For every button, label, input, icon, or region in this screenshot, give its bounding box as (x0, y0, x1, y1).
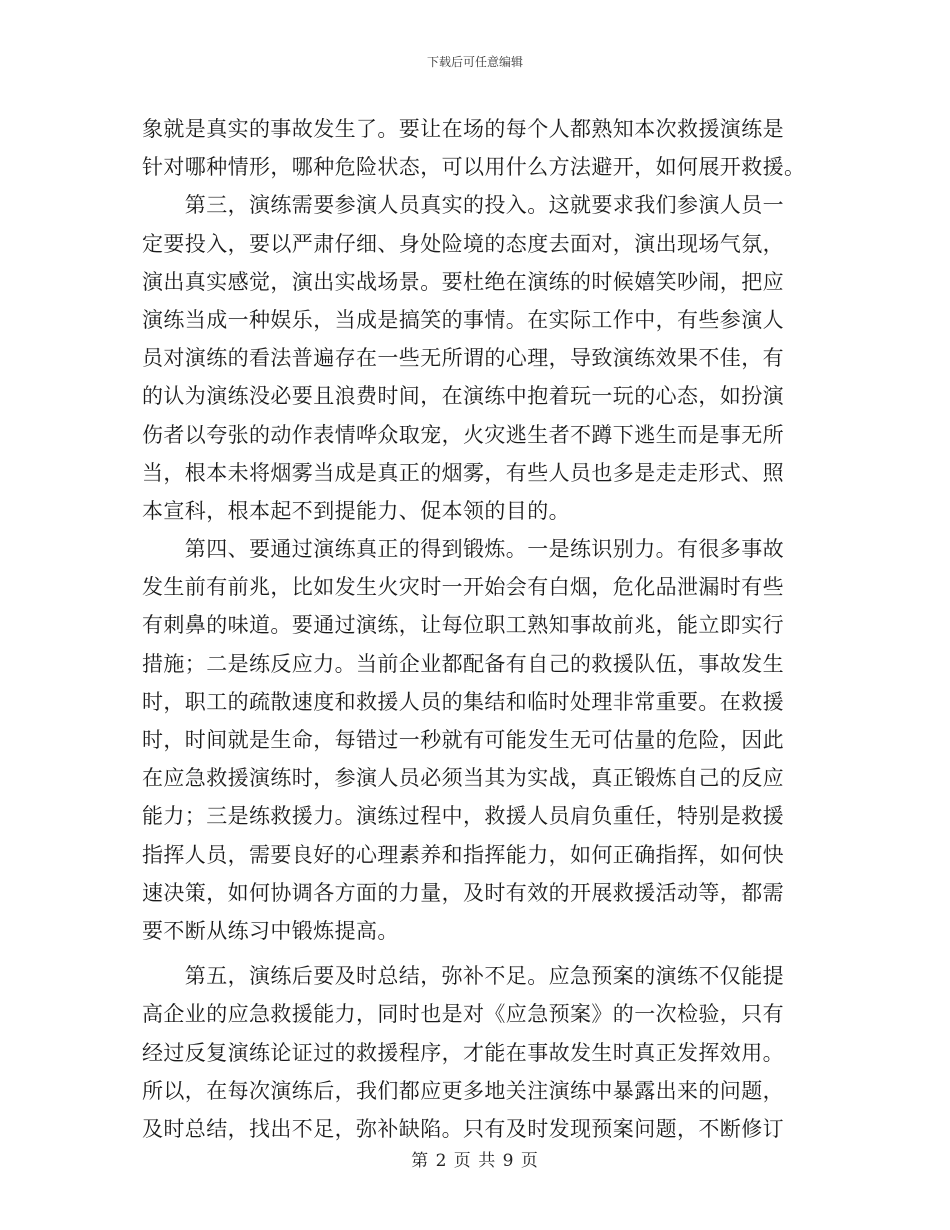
paragraph-start-line: 第五，演练后要及时总结，弥补不足。应急预案的演练不仅能提 (142, 964, 784, 989)
text-line: 及时总结，找出不足，弥补缺陷。只有及时发现预案问题，不断修订 (142, 1116, 784, 1141)
text-line: 时，职工的疏散速度和救援人员的集结和临时处理非常重要。在救援 (142, 689, 784, 714)
text-line: 速决策，如何协调各方面的力量，及时有效的开展救援活动等，都需 (142, 880, 784, 905)
text-line: 经过反复演练论证过的救援程序，才能在事故发生时真正发挥效用。 (142, 1040, 784, 1065)
text-line: 的认为演练没必要且浪费时间，在演练中抱着玩一玩的心态，如扮演 (142, 384, 784, 409)
text-line: 当，根本未将烟雾当成是真正的烟雾，有些人员也多是走走形式、照 (142, 460, 784, 485)
text-line: 针对哪种情形，哪种危险状态，可以用什么方法避开，如何展开救援。 (142, 155, 806, 180)
paragraph-start-line: 第四、要通过演练真正的得到锻炼。一是练识别力。有很多事故 (142, 537, 784, 562)
text-line: 在应急救援演练时，参演人员必须当其为实战，真正锻炼自己的反应 (142, 766, 784, 791)
text-line: 措施；二是练反应力。当前企业都配备有自己的救援队伍，事故发生 (142, 651, 784, 676)
text-line: 要不断从练习中锻炼提高。 (142, 918, 399, 943)
text-line: 演练当成一种娱乐，当成是搞笑的事情。在实际工作中，有些参演人 (142, 307, 784, 332)
text-line: 本宣科，根本起不到提能力、促本领的目的。 (142, 498, 570, 523)
page-header: 下载后可任意编辑 (426, 55, 523, 69)
text-line: 象就是真实的事故发生了。要让在场的每个人都熟知本次救援演练是 (142, 117, 784, 141)
text-line: 指挥人员，需要良好的心理素养和指挥能力，如何正确指挥，如何快 (142, 842, 784, 867)
page-number: 第 2 页 共 9 页 (411, 1151, 539, 1171)
text-line: 演出真实感觉，演出实战场景。要杜绝在演练的时候嬉笑吵闹，把应 (142, 269, 784, 294)
text-line: 发生前有前兆，比如发生火灾时一开始会有白烟，危化品泄漏时有些 (142, 575, 784, 600)
text-line: 高企业的应急救援能力，同时也是对《应急预案》的一次检验，只有 (142, 1002, 784, 1027)
text-line: 有刺鼻的味道。要通过演练，让每位职工熟知事故前兆，能立即实行 (142, 613, 784, 638)
text-line: 时，时间就是生命，每错过一秒就有可能发生无可估量的危险，因此 (142, 728, 784, 752)
paragraph-start-line: 第三，演练需要参演人员真实的投入。这就要求我们参演人员一 (142, 193, 784, 218)
text-line: 员对演练的看法普遍存在一些无所谓的心理，导致演练效果不佳，有 (142, 346, 784, 371)
text-line: 伤者以夸张的动作表情哗众取宠，火灾逃生者不蹲下逃生而是事无所 (142, 422, 784, 447)
text-line: 所以，在每次演练后，我们都应更多地关注演练中暴露出来的问题， (142, 1078, 784, 1103)
document-body (142, 110, 808, 1148)
text-line: 定要投入，要以严肃仔细、身处险境的态度去面对，演出现场气氛， (142, 231, 784, 256)
text-line: 能力；三是练救援力。演练过程中，救援人员肩负重任，特别是救援 (142, 804, 784, 829)
